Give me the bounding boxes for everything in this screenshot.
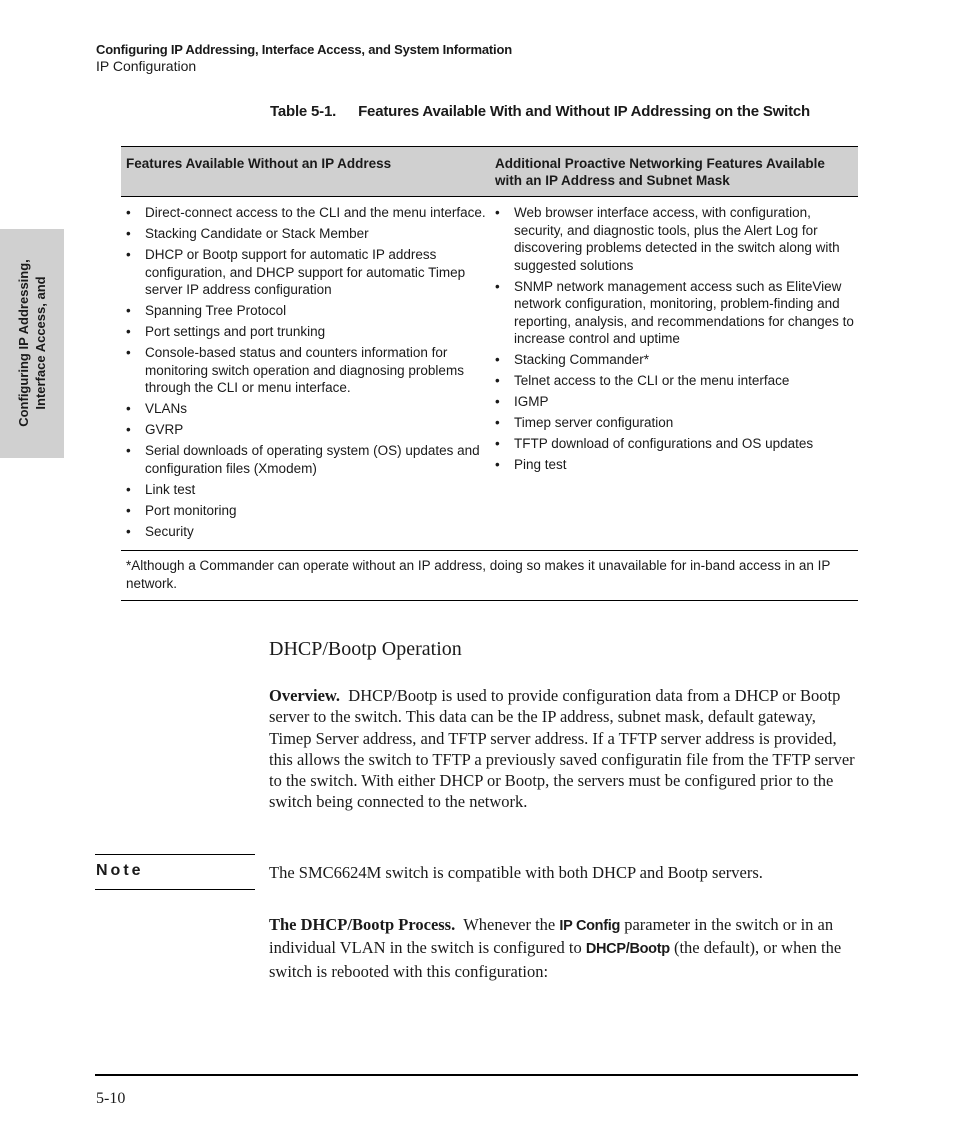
ip-config-term: IP Config — [559, 918, 621, 934]
section-heading: DHCP/Bootp Operation — [269, 638, 462, 660]
list-item-text: Stacking Candidate or Stack Member — [145, 226, 369, 241]
chapter-side-tab — [0, 229, 64, 458]
note-label: Note — [96, 862, 144, 879]
overview-text: DHCP/Bootp is used to provide configuration data from a DHCP or Bootp server to the switch. This data can be the IP address, subnet mask, default gateway, Timep Server address, and TFTP server address. If a TFTP server address is provided, this allows the switch to TFTP a previously saved configuratin file from the TFTP server to the switch. With either DHCP or Bootp, the servers must be configured prior to the switch being connected to the network. — [269, 686, 855, 812]
table-footnote: *Although a Commander can operate without an IP address, doing so makes it unavailable for in-band access in an IP network. — [121, 550, 858, 600]
list-item — [490, 414, 858, 432]
list-item-text: VLANs — [145, 401, 188, 416]
bullet-icon: • — [126, 502, 131, 518]
table-caption — [270, 103, 810, 120]
table-header-row — [121, 147, 858, 197]
list-item — [490, 204, 858, 274]
bullet-icon: • — [495, 457, 500, 472]
list-item-text: DHCP or Bootp support for automatic IP address configuration, and DHCP support for automatic Timep server IP address configuration — [145, 247, 466, 297]
running-head-title: Configuring IP Addressing, Interface Access, and System Information — [96, 42, 512, 57]
list-item-text: SNMP network management access such as EliteView network configuration, monitoring, problem-finding and reporting, analysis, and recommendations for changes to increase control and uptime — [514, 278, 854, 346]
list-item-text: Direct-connect access to the CLI and the menu interface. — [145, 205, 486, 220]
process-text-3: (the default), or when the switch is rebooted with this configuration: — [269, 938, 842, 981]
list-item — [121, 421, 490, 439]
table-header-left: Features Available Without an IP Address — [126, 156, 392, 171]
running-head-subtitle: IP Configuration — [96, 58, 197, 74]
list-item — [490, 456, 858, 474]
list-item-text: Telnet access to the CLI or the menu interface — [514, 373, 790, 388]
process-text-1: Whenever the — [463, 915, 556, 934]
list-item — [121, 523, 490, 541]
list-item-text: Port monitoring — [145, 502, 237, 518]
list-item-text: Serial downloads of operating system (OS) updates and configuration files (Xmodem) — [145, 443, 480, 476]
bullet-icon: • — [126, 205, 131, 220]
list-item — [121, 481, 490, 499]
list-item-text: Stacking Commander* — [514, 352, 650, 367]
list-item — [121, 225, 490, 243]
list-item-text: Ping test — [514, 457, 567, 472]
list-item — [490, 372, 858, 390]
list-item — [121, 344, 490, 397]
list-item-text: Console-based status and counters information for monitoring switch operation and diagnosing problems through the CLI or menu interface. — [145, 345, 464, 395]
list-item-text: Security — [145, 523, 194, 539]
table-body-row — [121, 197, 858, 550]
bullet-icon: • — [126, 324, 131, 339]
note-rule-top — [95, 854, 255, 855]
table-header-right-line-2: with an IP Address and Subnet Mask — [495, 173, 730, 188]
bullet-icon: • — [126, 247, 131, 262]
overview-paragraph — [269, 685, 859, 813]
list-item — [121, 400, 490, 418]
list-item-text: Link test — [145, 481, 196, 497]
list-item — [121, 502, 490, 520]
footer-rule — [95, 1074, 858, 1076]
features-without-ip-list — [121, 204, 490, 540]
list-item-text: Web browser interface access, with configuration, security, and diagnostic tools, plus the Alert Log for discovering problems detected in the switch along with suggested solutions — [514, 205, 840, 273]
list-item-text: Port settings and port trunking — [145, 324, 326, 339]
list-item — [490, 393, 858, 411]
dhcp-bootp-term: DHCP/Bootp — [585, 941, 670, 958]
chapter-side-tab-text — [15, 259, 49, 427]
list-item-text: Spanning Tree Protocol — [145, 303, 287, 318]
side-tab-line-2: Interface Access, and — [33, 276, 48, 410]
list-item — [121, 204, 490, 222]
bullet-icon: • — [495, 352, 500, 367]
table-header-right-line-1: Additional Proactive Networking Features Available — [495, 156, 825, 171]
list-item-text: TFTP download of configurations and OS updates — [514, 436, 814, 451]
list-item — [490, 351, 858, 369]
list-item — [121, 323, 490, 341]
list-item — [490, 435, 858, 453]
list-item — [490, 278, 858, 348]
page-number: 5-10 — [96, 1090, 126, 1107]
bullet-icon: • — [126, 481, 131, 497]
process-text-2: parameter in the switch or in an individual VLAN in the switch is configured to — [269, 915, 834, 958]
bullet-icon: • — [126, 303, 131, 318]
bullet-icon: • — [126, 345, 131, 360]
bullet-icon: • — [495, 394, 500, 409]
list-item — [121, 302, 490, 320]
table-cell-right — [490, 204, 858, 544]
bullet-icon: • — [126, 443, 131, 458]
note-text: The SMC6624M switch is compatible with both DHCP and Bootp servers. — [269, 863, 763, 882]
bullet-icon: • — [495, 373, 500, 388]
bullet-icon: • — [495, 415, 500, 430]
bullet-icon: • — [126, 422, 131, 437]
running-head — [96, 41, 512, 75]
overview-label: Overview. — [269, 686, 341, 705]
side-tab-line-1: Configuring IP Addressing, — [16, 259, 31, 427]
list-item — [121, 246, 490, 299]
process-label: The DHCP/Bootp Process. — [269, 915, 456, 934]
table-cell-left — [121, 204, 490, 544]
features-with-ip-list — [490, 204, 858, 474]
table-caption-title: Features Available With and Without IP Addressing on the Switch — [358, 103, 810, 120]
table-caption-number: Table 5-1. — [270, 103, 337, 120]
list-item-text: IGMP — [514, 394, 549, 409]
features-table — [121, 146, 858, 601]
bullet-icon: • — [126, 523, 131, 539]
list-item-text: GVRP — [145, 422, 184, 437]
list-item-text: Timep server configuration — [514, 415, 674, 430]
bullet-icon: • — [495, 436, 500, 451]
process-paragraph — [269, 914, 859, 982]
note-rule-bottom — [95, 889, 255, 890]
bullet-icon: • — [495, 278, 500, 294]
bullet-icon: • — [126, 226, 131, 241]
list-item — [121, 442, 490, 477]
table-header-right — [490, 147, 858, 196]
bullet-icon: • — [126, 401, 131, 416]
bullet-icon: • — [495, 205, 500, 220]
